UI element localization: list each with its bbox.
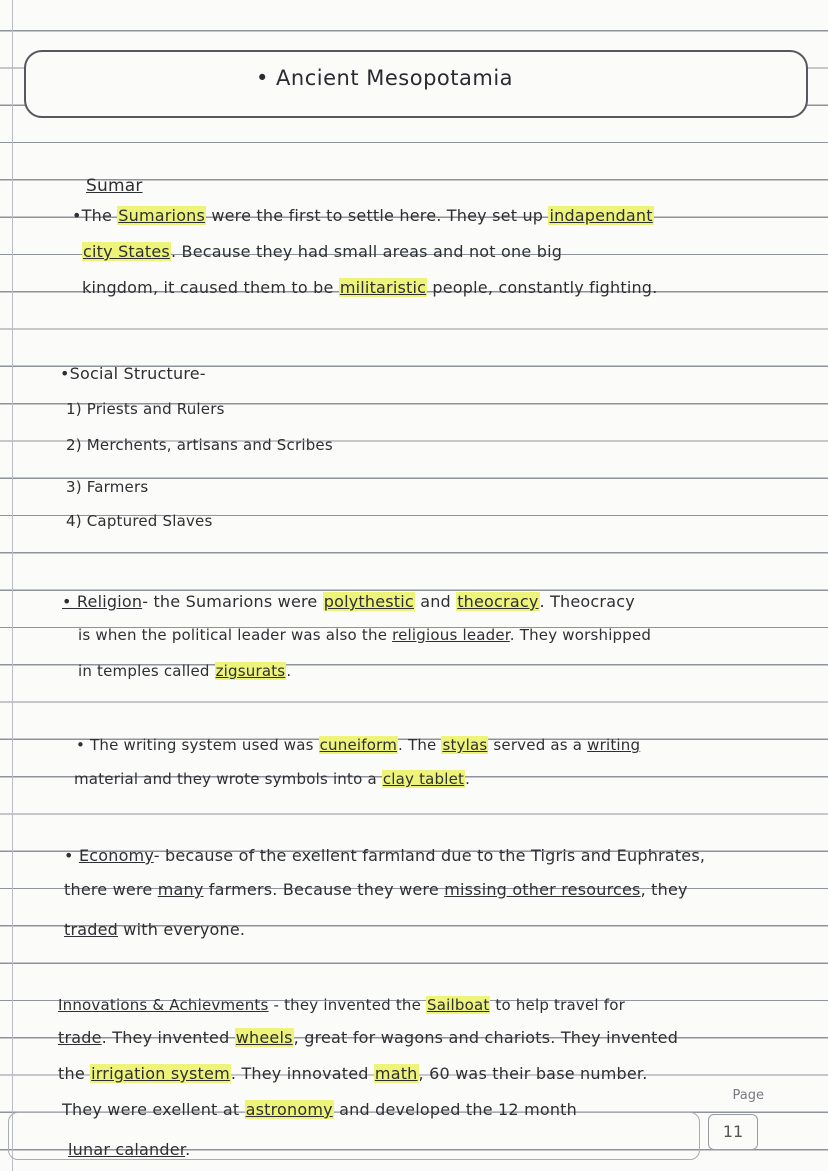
page-label: Page	[732, 1088, 764, 1103]
sumer-line-3: kingdom, it caused them to be militaristic people, constantly fighting.	[82, 278, 658, 297]
sumer-line-2: city States. Because they had small areas and not one big	[83, 242, 563, 261]
writing-line-1: • The writing system used was cuneiform. The stylas served as a writing	[76, 736, 641, 754]
religion-line-3: in temples called zigsurats.	[78, 662, 292, 680]
social-item-2: 2) Merchents, artisans and Scribes	[66, 436, 333, 454]
social-item-4: 4) Captured Slaves	[66, 512, 213, 530]
innovations-line-3: the irrigation system. They innovated math, 60 was their base number.	[58, 1064, 648, 1083]
economy-line-2: there were many farmers. Because they were missing other resources, they	[64, 880, 688, 899]
social-item-1: 1) Priests and Rulers	[66, 400, 225, 418]
religion-line-2: is when the political leader was also the religious leader. They worshipped	[78, 626, 652, 644]
innovations-line-4: They were exellent at astronomy and developed the 12 month	[62, 1100, 577, 1119]
economy-line-1: • Economy- because of the exellent farmland due to the Tigris and Euphrates,	[64, 846, 706, 865]
innovations-line-2: trade. They invented wheels, great for wagons and chariots. They invented	[58, 1028, 679, 1047]
economy-line-3: traded with everyone.	[64, 920, 246, 939]
margin-line	[12, 0, 13, 1171]
religion-line-1: • Religion- the Sumarions were polythestic and theocracy. Theocracy	[62, 592, 635, 611]
innovations-line-1: Innovations & Achievments - they invented the Sailboat to help travel for	[58, 996, 625, 1014]
social-heading: •Social Structure-	[60, 364, 206, 383]
innovations-line-5: lunar calander.	[68, 1140, 191, 1159]
sumer-line-1: •The Sumarions were the first to settle here. They set up indapendant	[72, 206, 653, 225]
page-title: • Ancient Mesopotamia	[256, 66, 514, 90]
writing-line-2: material and they wrote symbols into a clay tablet.	[74, 770, 471, 788]
social-item-3: 3) Farmers	[66, 478, 149, 496]
page-number-box: 11	[708, 1114, 758, 1150]
sumer-heading: Sumar	[86, 176, 143, 196]
